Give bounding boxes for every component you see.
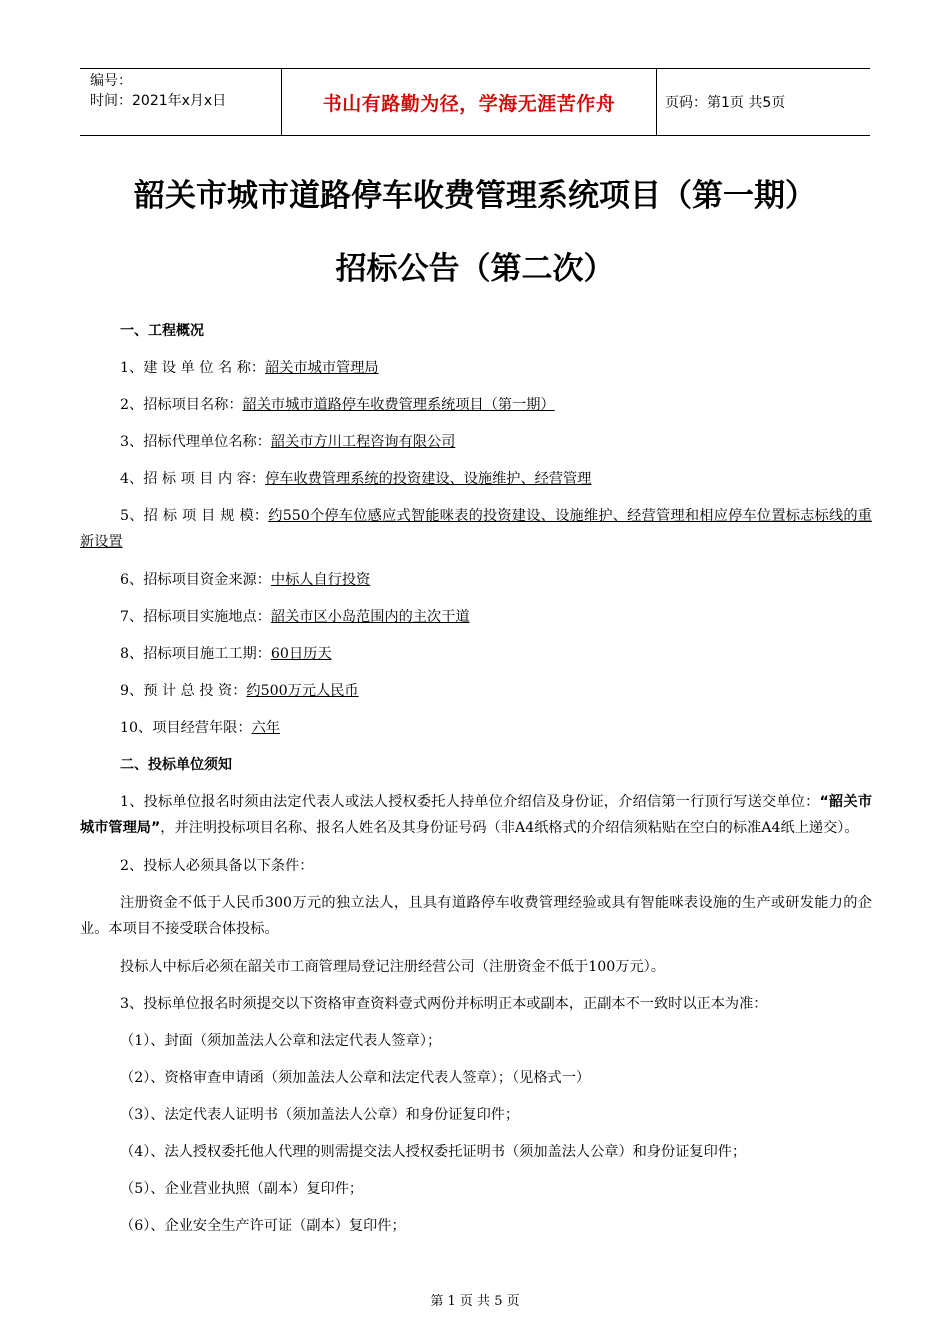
overview-item-scale: 5、招 标 项 目 规 模：约550个停车位感应式智能咪表的投资建设、设施维护、经营管理和相应停车位置标志标线的重新设置 [80, 508, 872, 550]
overview-item: 8、招标项目施工工期：60日历天 [120, 646, 332, 662]
header-page-info: 页码：第1页 共5页 [665, 95, 786, 111]
time-label: 时间：2021年x月x日 [90, 93, 227, 109]
document-title-line1: 韶关市城市道路停车收费管理系统项目（第一期） [134, 178, 816, 214]
requirement-list-item: （4）、法人授权委托他人代理的则需提交法人授权委托证明书（须加盖法人公章）和身份证复印件； [120, 1144, 747, 1160]
requirement-list-item: （3）、法定代表人证明书（须加盖法人公章）和身份证复印件； [120, 1107, 520, 1123]
overview-item: 10、项目经营年限：六年 [120, 720, 280, 736]
overview-item: 4、招 标 项 目 内 容：停车收费管理系统的投资建设、设施维护、经营管理 [120, 471, 592, 487]
document-body [80, 318, 872, 1250]
document-title-line2: 招标公告（第二次） [335, 251, 615, 287]
notice-paragraph: 3、投标单位报名时须提交以下资格审查资料壹式两份并标明正本或副本，正副本不一致时以正本为准： [120, 996, 768, 1012]
requirement-list-item: （2）、资格审查申请函（须加盖法人公章和法定代表人签章）；（见格式一） [120, 1070, 591, 1086]
overview-item: 9、预 计 总 投 资：约500万元人民币 [120, 683, 359, 699]
page-footer: 第 1 页 共 5 页 [430, 1294, 520, 1309]
page-header [80, 68, 870, 136]
notice-paragraph: 注册资金不低于人民币300万元的独立法人，且具有道路停车收费管理经验或具有智能咪表设施的生产或研发能力的企业。本项目不接受联合体投标。 [80, 895, 872, 937]
notice-paragraph: 1、投标单位报名时须由法定代表人或法人授权委托人持单位介绍信及身份证，介绍信第一行顶行写送交单位：“韶关市城市管理局”，并注明投标项目名称、报名人姓名及其身份证号码（非A4纸格式的介绍信须粘贴在空白的标准A4纸上递交）。 [80, 794, 873, 836]
requirement-list-item: （1）、封面（须加盖法人公章和法定代表人签章）； [120, 1033, 442, 1049]
notice-paragraph: 2、投标人必须具备以下条件： [120, 858, 314, 874]
notice-paragraph: 投标人中标后必须在韶关市工商管理局登记注册经营公司（注册资金不低于100万元）。 [120, 959, 665, 975]
overview-item: 3、招标代理单位名称：韶关市方川工程咨询有限公司 [120, 434, 456, 450]
overview-item: 1、建 设 单 位 名 称：韶关市城市管理局 [120, 360, 379, 376]
header-motto: 书山有路勤为径，学海无涯苦作舟 [282, 69, 657, 135]
section1-heading: 一、工程概况 [120, 323, 204, 339]
overview-item: 7、招标项目实施地点：韶关市区小岛范围内的主次干道 [120, 609, 470, 625]
header-meta [80, 69, 282, 135]
overview-item: 2、招标项目名称：韶关市城市道路停车收费管理系统项目（第一期） [120, 397, 555, 413]
requirement-list-item: （5）、企业营业执照（副本）复印件； [120, 1181, 364, 1197]
number-label: 编号： [90, 73, 132, 89]
requirement-list-item: （6）、企业安全生产许可证（副本）复印件； [120, 1218, 406, 1234]
overview-item: 6、招标项目资金来源：中标人自行投资 [120, 572, 371, 588]
section2-heading: 二、投标单位须知 [120, 757, 232, 773]
